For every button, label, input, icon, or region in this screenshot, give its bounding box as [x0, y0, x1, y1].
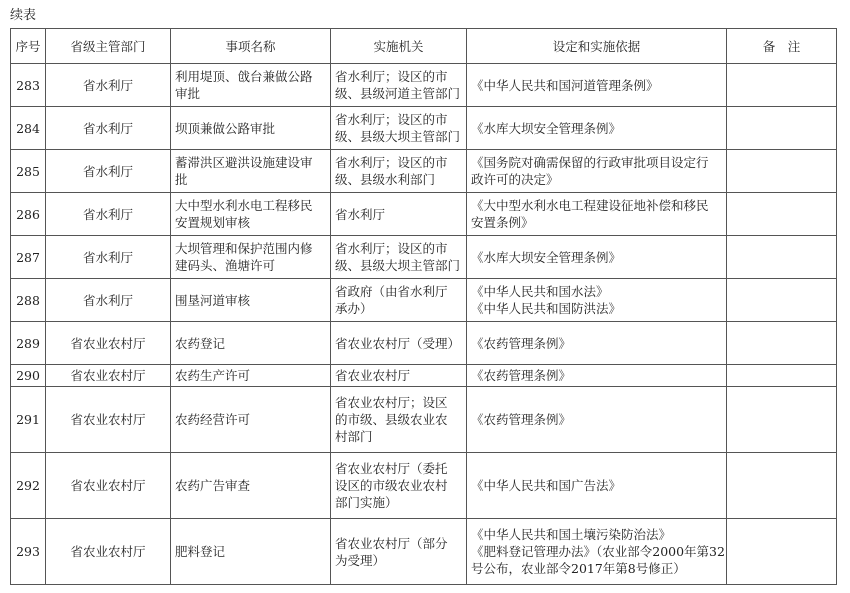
cell-name — [171, 107, 331, 150]
cell-remark — [727, 453, 837, 519]
table-row — [11, 279, 837, 322]
cell-remark — [727, 519, 837, 585]
cell-basis — [467, 453, 727, 519]
cell-basis-line: 《农药管理条例》 — [471, 412, 572, 427]
cell-dept: 省水利厅 — [46, 279, 171, 322]
cell-basis-line: 《水库大坝安全管理条例》 — [471, 120, 622, 136]
cell-org-line: 省农业农村厅；设区 — [335, 395, 448, 410]
cell-org-line: 级、县级水利部门 — [335, 172, 436, 187]
cell-name-line: 审批 — [175, 86, 201, 101]
cell-basis-line: 《中华人民共和国防洪法》 — [471, 301, 622, 316]
cell-org-line: 省农业农村厅（部分 — [335, 535, 448, 551]
cell-org-line: 部门实施） — [335, 495, 398, 510]
table-body — [11, 64, 837, 585]
cell-basis — [467, 64, 727, 107]
cell-org — [331, 519, 467, 585]
cell-basis-line: 安置条例》 — [471, 215, 534, 230]
table-row — [11, 193, 837, 236]
cell-remark — [727, 193, 837, 236]
cell-no: 289 — [11, 322, 46, 365]
header-org: 实施机关 — [331, 29, 467, 64]
table-row — [11, 453, 837, 519]
cell-dept: 省农业农村厅 — [46, 453, 171, 519]
cell-org-line: 省农业农村厅（委托 — [335, 461, 448, 476]
cell-no: 284 — [11, 107, 46, 150]
cell-dept: 省农业农村厅 — [46, 322, 171, 365]
cell-name-line: 农药生产许可 — [175, 368, 251, 383]
cell-org — [331, 64, 467, 107]
cell-name-line: 肥料登记 — [175, 544, 226, 559]
cell-name — [171, 236, 331, 279]
cell-dept: 省农业农村厅 — [46, 387, 171, 453]
header-remark: 备 注 — [727, 29, 837, 64]
cell-org-line: 级、县级大坝主管部门 — [335, 129, 461, 144]
cell-name — [171, 279, 331, 322]
cell-basis — [467, 150, 727, 193]
cell-org-line: 为受理） — [335, 552, 386, 568]
table-row — [11, 236, 837, 279]
cell-basis — [467, 519, 727, 585]
cell-name-line: 坝顶兼做公路审批 — [175, 120, 276, 136]
cell-no: 290 — [11, 365, 46, 387]
cell-remark — [727, 236, 837, 279]
cell-basis — [467, 236, 727, 279]
cell-basis — [467, 193, 727, 236]
cell-org — [331, 322, 467, 365]
cell-remark — [727, 387, 837, 453]
cell-basis — [467, 365, 727, 387]
items-table — [10, 28, 837, 585]
cell-name-line: 批 — [175, 172, 188, 187]
cell-org-line: 省水利厅；设区的市 — [335, 241, 448, 256]
cell-name — [171, 387, 331, 453]
cell-basis — [467, 279, 727, 322]
cell-name — [171, 519, 331, 585]
cell-name — [171, 365, 331, 387]
table-row — [11, 365, 837, 387]
cell-name-line: 农药登记 — [175, 335, 226, 351]
cell-name-line: 建码头、渔塘许可 — [175, 258, 276, 273]
cell-name — [171, 322, 331, 365]
cell-remark — [727, 64, 837, 107]
cell-org — [331, 279, 467, 322]
cell-org-line: 村部门 — [335, 429, 373, 444]
header-basis: 设定和实施依据 — [467, 29, 727, 64]
table-row — [11, 387, 837, 453]
table-row — [11, 64, 837, 107]
cell-dept: 省水利厅 — [46, 193, 171, 236]
cell-remark — [727, 150, 837, 193]
cell-no: 283 — [11, 64, 46, 107]
cell-basis — [467, 387, 727, 453]
cell-org-line: 设区的市级农业农村 — [335, 478, 448, 493]
cell-name — [171, 453, 331, 519]
cell-org-line: 的市级、县级农业农 — [335, 412, 448, 427]
cell-name — [171, 150, 331, 193]
cell-org-line: 省水利厅 — [335, 206, 386, 222]
cell-name-line: 蓄滞洪区避洪设施建设审 — [175, 155, 313, 170]
cell-no: 293 — [11, 519, 46, 585]
cell-org-line: 省农业农村厅 — [335, 368, 411, 383]
cell-name-line: 农药广告审查 — [175, 478, 251, 493]
cell-basis-line: 《中华人民共和国土壤污染防治法》 — [471, 527, 672, 542]
cell-basis-line: 《水库大坝安全管理条例》 — [471, 249, 622, 265]
cell-org — [331, 236, 467, 279]
cell-basis-line: 《中华人民共和国广告法》 — [471, 478, 622, 493]
table-row — [11, 519, 837, 585]
cell-no: 285 — [11, 150, 46, 193]
cell-no: 291 — [11, 387, 46, 453]
cell-org-line: 级、县级大坝主管部门 — [335, 258, 461, 273]
cell-basis-line: 《肥料登记管理办法》（农业部令2000年第32 — [471, 544, 725, 559]
header-dept: 省级主管部门 — [46, 29, 171, 64]
cell-remark — [727, 279, 837, 322]
cell-org-line: 省水利厅；设区的市 — [335, 155, 448, 170]
header-row — [11, 29, 837, 64]
cell-name-line: 大中型水利水电工程移民 — [175, 198, 313, 213]
cell-no: 286 — [11, 193, 46, 236]
cell-remark — [727, 107, 837, 150]
cell-org-line: 承办） — [335, 301, 373, 316]
cell-dept: 省水利厅 — [46, 150, 171, 193]
cell-basis-line: 《大中型水利水电工程建设征地补偿和移民 — [471, 198, 709, 213]
cell-org — [331, 193, 467, 236]
cell-no: 288 — [11, 279, 46, 322]
table-row — [11, 150, 837, 193]
cell-basis-line: 《中华人民共和国河道管理条例》 — [471, 77, 659, 93]
cell-org-line: 省政府（由省水利厅 — [335, 284, 448, 299]
cell-org-line: 省水利厅；设区的市 — [335, 112, 448, 127]
cell-no: 287 — [11, 236, 46, 279]
table-row — [11, 322, 837, 365]
cell-name-line: 围垦河道审核 — [175, 292, 251, 308]
cell-basis — [467, 107, 727, 150]
header-name: 事项名称 — [171, 29, 331, 64]
cell-org — [331, 365, 467, 387]
header-no: 序号 — [11, 29, 46, 64]
cell-org — [331, 387, 467, 453]
cell-basis-line: 《农药管理条例》 — [471, 335, 572, 351]
cell-basis-line: 政许可的决定》 — [471, 172, 559, 187]
cell-dept: 省水利厅 — [46, 236, 171, 279]
cell-name-line: 利用堤顶、戗台兼做公路 — [175, 69, 313, 84]
table-row — [11, 107, 837, 150]
cell-org — [331, 107, 467, 150]
cell-dept: 省农业农村厅 — [46, 519, 171, 585]
cell-remark — [727, 365, 837, 387]
cell-basis-line: 号公布，农业部令2017年第8号修正） — [471, 561, 686, 576]
cell-name — [171, 193, 331, 236]
cell-basis — [467, 322, 727, 365]
continued-label: 续表 — [10, 8, 37, 23]
cell-remark — [727, 322, 837, 365]
cell-org — [331, 150, 467, 193]
cell-org — [331, 453, 467, 519]
cell-name-line: 安置规划审核 — [175, 215, 251, 230]
cell-name-line: 大坝管理和保护范围内修 — [175, 241, 313, 256]
cell-dept: 省水利厅 — [46, 107, 171, 150]
cell-no: 292 — [11, 453, 46, 519]
cell-name-line: 农药经营许可 — [175, 412, 251, 427]
cell-dept: 省水利厅 — [46, 64, 171, 107]
cell-basis-line: 《农药管理条例》 — [471, 368, 572, 383]
cell-org-line: 级、县级河道主管部门 — [335, 86, 461, 101]
cell-dept: 省农业农村厅 — [46, 365, 171, 387]
cell-org-line: 省水利厅；设区的市 — [335, 69, 448, 84]
cell-name — [171, 64, 331, 107]
cell-basis-line: 《国务院对确需保留的行政审批项目设定行 — [471, 155, 709, 170]
cell-basis-line: 《中华人民共和国水法》 — [471, 284, 609, 299]
cell-org-line: 省农业农村厅（受理） — [335, 335, 461, 351]
